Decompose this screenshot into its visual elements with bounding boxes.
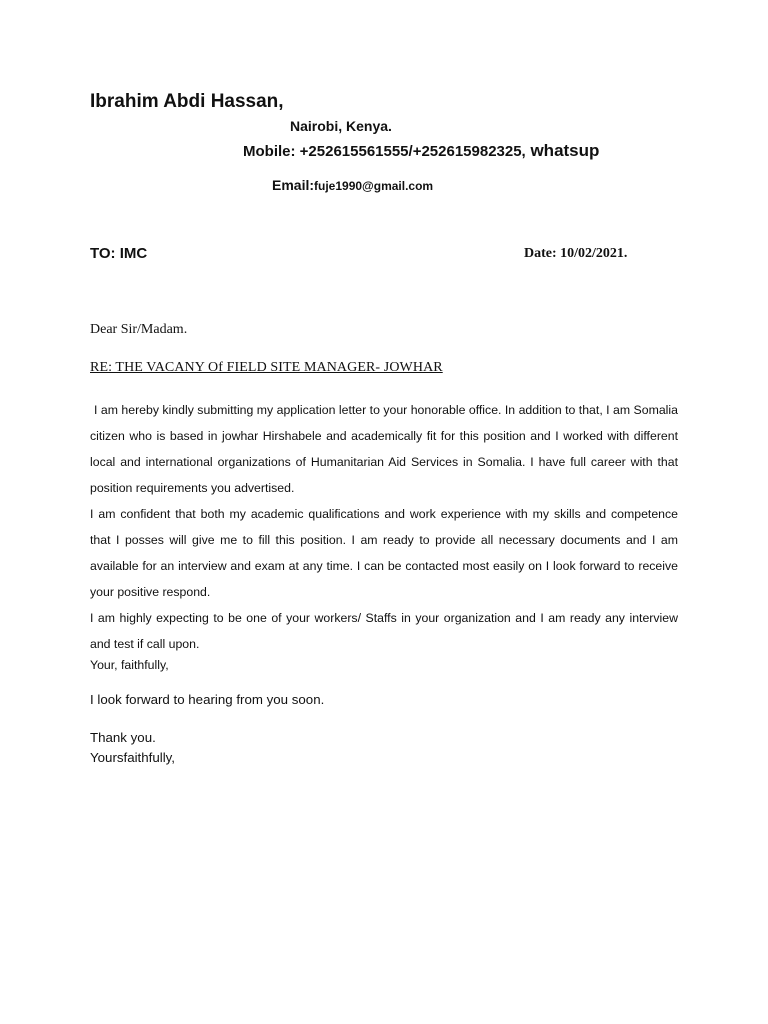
salutation: Dear Sir/Madam. [90,322,188,337]
body-paragraph-1 [90,397,678,501]
recipient-to: TO: IMC [90,245,148,262]
sender-email [272,177,433,193]
p1-part-c: and academically fit for this position and I worked with different local and international organizations of Humanitarian Aid Services in Somalia. I have full career with that position requirements you advertised. [90,429,679,495]
closing-line: Your, faithfully, [90,658,169,672]
p1-location: jowhar Hirshabele [222,429,322,443]
p1-part-a: I am hereby kindly submitting my application letter to your honorable office. In addition to that, I am Somalia citizen who is based in [90,403,678,443]
sender-mobile [243,141,599,161]
signoff-line: Yoursfaithfully, [90,750,176,765]
body-paragraph-3: I am highly expecting to be one of your workers/ Staffs in your organization and I am ready any interview and test if call upon. [90,611,678,651]
email-address: fuje1990@gmail.com [314,179,434,193]
subject-line: RE: THE VACANY Of FIELD SITE MANAGER- JOWHAR [90,360,443,375]
letter-date: Date: 10/02/2021. [524,246,628,261]
email-label: Email: [272,177,315,193]
mobile-suffix: whatsup [525,141,600,160]
thank-you-line: Thank you. [90,730,156,745]
body-paragraph-2: I am confident that both my academic qualifications and work experience with my skills and competence that I posses will give me to fill this position. I am ready to provide all necessary documents and I am available for an interview and exam at any time. I can be contacted most easily on I look forward to receive your positive respond. [90,507,678,599]
sender-city: Nairobi, Kenya. [290,118,392,134]
letter-body [90,397,678,657]
mobile-numbers: Mobile: +252615561555/+252615982325, [243,143,526,160]
sender-name: Ibrahim Abdi Hassan, [90,91,284,112]
look-forward-line: I look forward to hearing from you soon. [90,692,325,707]
